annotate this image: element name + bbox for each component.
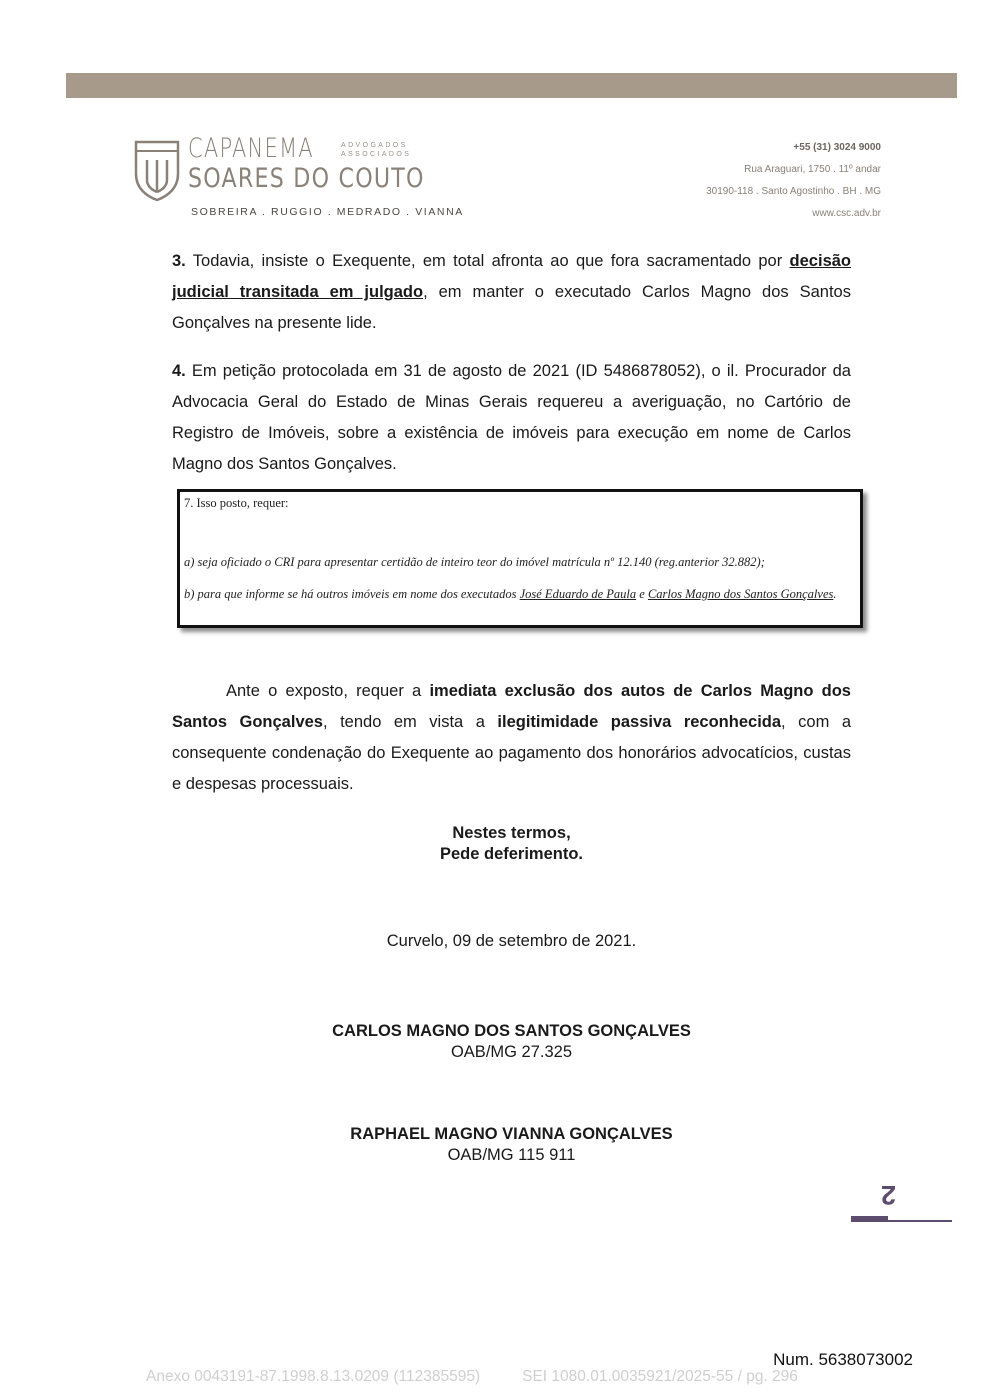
signature-block-2 — [172, 1124, 851, 1166]
signature-name-1: CARLOS MAGNO DOS SANTOS GONÇALVES — [332, 1022, 691, 1040]
signature-oab-1: OAB/MG 27.325 — [450, 1043, 573, 1061]
conclusion-text-b: , tendo em vista a — [322, 713, 498, 731]
logo-partners: SOBREIRA . RUGGIO . MEDRADO . VIANNA — [191, 206, 464, 218]
page-number-tab — [851, 1216, 888, 1222]
paragraph-4 — [172, 356, 851, 480]
signature-oab-2: OAB/MG 115 911 — [447, 1146, 576, 1164]
document-number: Num. 5638073002 — [773, 1350, 913, 1369]
header-band — [66, 73, 957, 98]
contact-address-line2: 30190-118 . Santo Agostinho . BH . MG — [706, 186, 881, 197]
contact-address-line1: Rua Araguari, 1750 . 11º andar — [744, 164, 881, 175]
paragraph-3-text-a: Todavia, insiste o Exequente, em total afronta ao que fora sacramentado por — [185, 252, 790, 270]
quoted-excerpt — [177, 489, 863, 628]
quote-item-a: a) seja oficiado o CRI para apresentar certidão de inteiro teor do imóvel matrícula nº 12.140 (reg.anterior 32.882); — [184, 555, 765, 569]
quote-item-b-name2: Carlos Magno dos Santos Gonçalves — [647, 587, 834, 601]
quote-item-b-name1: José Eduardo de Paula — [519, 587, 637, 601]
quote-item-b — [184, 586, 854, 602]
paragraph-4-number: 4. — [172, 362, 186, 380]
closing-block — [172, 823, 851, 865]
paragraph-3-emphasis: decisão judicial transitada em julgado — [172, 252, 851, 301]
page-number: 2 — [881, 1180, 897, 1210]
logo-name-line1: CAPANEMA — [188, 133, 314, 164]
quote-item-b-end: . — [833, 587, 837, 601]
contact-website: www.csc.adv.br — [812, 208, 881, 219]
closing-line2: Pede deferimento. — [439, 845, 584, 863]
quote-item-b-prefix: b) para que informe se há outros imóveis em nome dos executados — [184, 587, 520, 601]
footer-annex: Anexo 0043191-87.1998.8.13.0209 (112385595) — [146, 1368, 481, 1385]
logo-associates: ADVOGADOS ASSOCIADOS — [341, 142, 412, 158]
contact-block — [706, 137, 881, 225]
footer-watermark — [146, 1368, 798, 1386]
conclusion-bold-a: imediata exclusão dos autos de Carlos Magno dos Santos Gonçalves — [172, 682, 851, 731]
paragraph-3-text-b: , em manter o executado Carlos Magno dos Santos Gonçalves na presente lide. — [172, 283, 851, 332]
paragraph-3-number: 3. — [172, 252, 186, 270]
footer-sei: SEI 1080.01.0035921/2025-55 / pg. 296 — [522, 1368, 798, 1385]
paragraph-conclusion — [172, 676, 851, 800]
contact-phone: +55 (31) 3024 9000 — [793, 142, 881, 153]
closing-line1: Nestes termos, — [452, 824, 571, 842]
signature-block-1 — [172, 1021, 851, 1063]
paragraph-3 — [172, 246, 851, 339]
date-line: Curvelo, 09 de setembro de 2021. — [386, 932, 637, 950]
conclusion-text-a: Ante o exposto, requer a — [226, 682, 430, 700]
paragraph-4-text: Em petição protocolada em 31 de agosto de 2021 (ID 5486878052), o il. Procurador da Advocacia Geral do Estado de Minas Gerais requereu a averiguação, no Cartório de Registro de Imóveis, sobre a existência de imóveis para execução em nome de Carlos Magno dos Santos Gonçalves. — [172, 362, 851, 473]
quote-heading: 7. Isso posto, requer: — [184, 496, 289, 510]
shield-logo-icon — [134, 140, 180, 202]
logo-name-line2: SOARES DO COUTO — [188, 163, 425, 194]
signature-name-2: RAPHAEL MAGNO VIANNA GONÇALVES — [350, 1125, 673, 1143]
conclusion-bold-b: ilegitimidade passiva reconhecida — [497, 713, 782, 731]
page-number-mark — [851, 1180, 952, 1225]
quote-item-b-and: e — [636, 587, 648, 601]
firm-logo — [134, 133, 464, 222]
conclusion-text-c: , com a consequente condenação do Exequente ao pagamento dos honorários advocatícios, custas e despesas processuais. — [172, 713, 851, 793]
